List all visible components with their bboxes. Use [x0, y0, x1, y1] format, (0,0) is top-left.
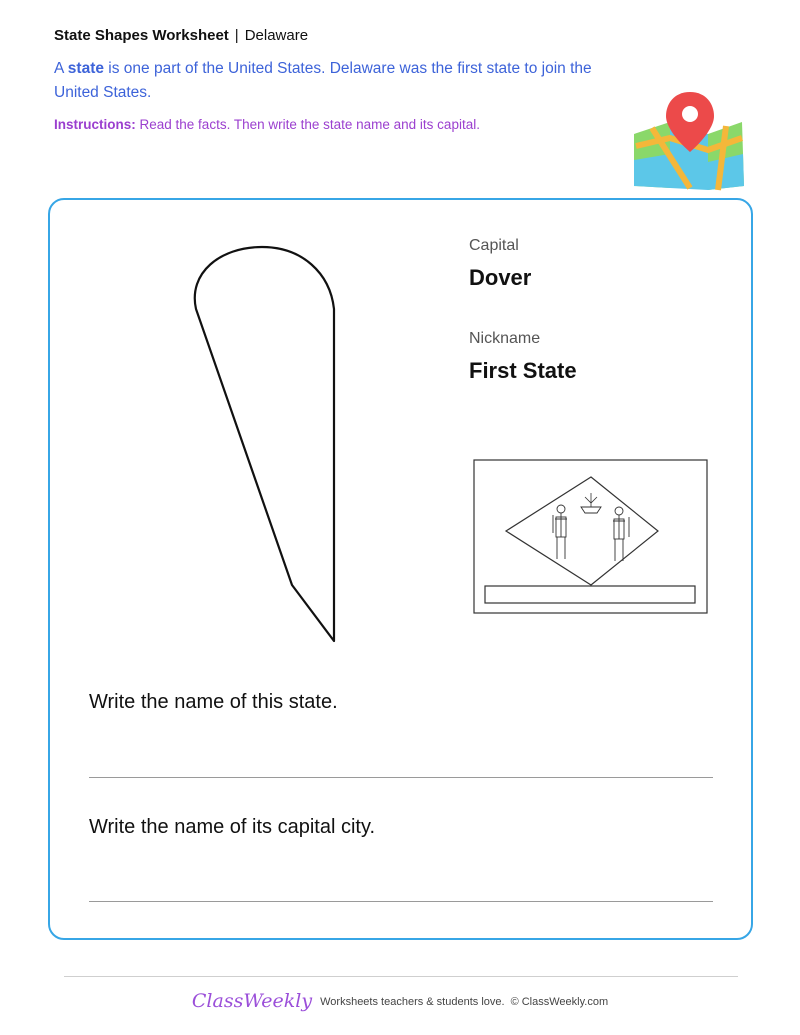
intro-part-2: is one part of the United States. Delaware was the first state to join the United States. [54, 60, 592, 101]
capital-value: Dover [469, 265, 532, 290]
footer-divider [64, 976, 738, 977]
intro-keyword: state [67, 60, 104, 77]
worksheet-title [54, 27, 308, 44]
title-separator: | [234, 27, 239, 44]
brand-logo: ClassWeekly [191, 990, 313, 1012]
map-pin-icon [630, 88, 748, 192]
capital-label: Capital [469, 237, 519, 254]
instructions-label: Instructions: [54, 117, 136, 132]
worksheet-name: State Shapes Worksheet [54, 27, 229, 44]
answer-line-state-name[interactable] [89, 777, 713, 778]
intro-part-1: A [54, 60, 68, 77]
prompt-capital-city: Write the name of its capital city. [89, 816, 376, 838]
intro-text [54, 57, 614, 105]
nickname-value: First State [469, 358, 577, 383]
instructions [54, 117, 480, 132]
footer [0, 990, 800, 1012]
footer-copyright: © ClassWeekly.com [510, 996, 609, 1008]
prompt-state-name: Write the name of this state. [89, 691, 338, 713]
footer-tagline: Worksheets teachers & students love. [320, 996, 505, 1008]
delaware-flag-outline [473, 459, 708, 614]
delaware-outline [190, 243, 340, 648]
answer-line-capital-city[interactable] [89, 901, 713, 902]
instructions-text: Read the facts. Then write the state name and its capital. [135, 117, 480, 132]
state-name-header: Delaware [244, 27, 309, 44]
nickname-label: Nickname [469, 330, 541, 347]
